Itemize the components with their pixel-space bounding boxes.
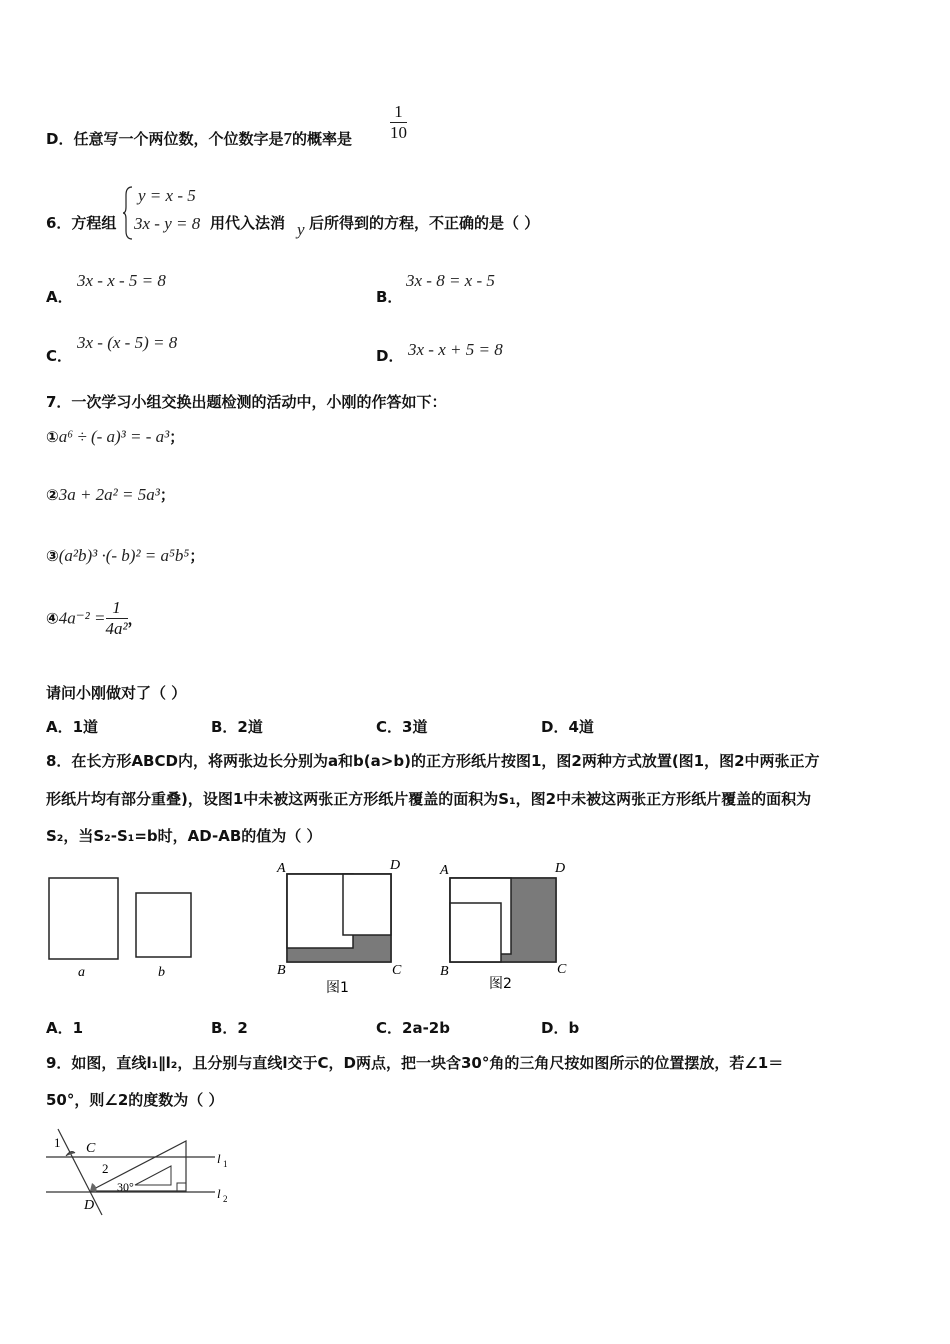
q9-line-1: 9．如图，直线l₁∥l₂，且分别与直线l交于C，D两点，把一块含30°角的三角尺按如图所示的位置摆放，若∠1＝ — [46, 1054, 784, 1072]
fig1-label-A: A — [277, 861, 286, 876]
line-l — [58, 1129, 102, 1215]
q6-eq1: y = x - 5 — [138, 186, 196, 205]
fig2-shade-bottom — [501, 954, 556, 962]
q6-eq2: 3x - y = 8 — [134, 214, 201, 233]
q5-frac-num: 1 — [394, 102, 403, 121]
q7-item-2-num: ② — [46, 486, 59, 504]
q7-question: 请问小刚做对了（ ） — [46, 684, 187, 702]
label-D: D — [84, 1198, 95, 1213]
fig1-label-C: C — [392, 963, 402, 978]
q6-option-c-label[interactable]: C． — [46, 347, 73, 365]
fig2-shade-right — [511, 878, 556, 962]
q5-option-d — [46, 128, 352, 149]
q7-item-3-end: ； — [189, 547, 205, 565]
q7-item-2 — [46, 484, 175, 505]
q5-digit: 7 — [283, 129, 292, 148]
q5-option-d-suffix: 的概率是 — [291, 130, 352, 148]
fig2-label-B: B — [440, 964, 449, 979]
q7-item-2-end: ； — [159, 486, 175, 504]
q7-option-a[interactable]: A．1道 — [46, 718, 99, 736]
q7-item-4-fraction — [106, 598, 128, 639]
q6-option-d-label[interactable]: D． — [376, 347, 404, 365]
fig2-label-D: D — [555, 861, 566, 876]
label-2: 2 — [102, 1161, 109, 1176]
label-a: a — [78, 965, 85, 980]
q8-option-b[interactable]: B．2 — [211, 1019, 248, 1037]
label-1: 1 — [54, 1135, 61, 1150]
q7-item-3-expr: (a²b)³ ·(- b)² = a⁵b⁵ — [58, 546, 190, 565]
q7-option-d[interactable]: D．4道 — [541, 718, 594, 736]
square-b — [136, 893, 191, 957]
q6-option-a-label[interactable]: A． — [46, 288, 73, 306]
square-a — [49, 878, 118, 959]
q9-line-2: 50°，则∠2的度数为（ ） — [46, 1091, 224, 1109]
q6-option-d-expr: 3x - x + 5 = 8 — [408, 340, 503, 359]
label-l2: l — [217, 1186, 221, 1201]
q5-fraction — [390, 102, 407, 143]
q6-brace — [122, 185, 134, 241]
q8-line-2: 形纸片均有部分重叠)，设图1中未被这两张正方形纸片覆盖的面积为S₁，图2中未被这两张正方形纸片覆盖的面积为 — [46, 790, 812, 808]
q7-stem: 7．一次学习小组交换出题检测的活动中，小刚的作答如下： — [46, 393, 447, 411]
q8-option-d[interactable]: D．b — [541, 1019, 580, 1037]
q7-item-1 — [46, 426, 184, 447]
q6-option-b-label[interactable]: B． — [376, 288, 403, 306]
q6-option-c-expr: 3x - (x - 5) = 8 — [77, 333, 178, 352]
fig2-square-b — [450, 903, 501, 962]
q7-item-3 — [46, 545, 204, 566]
label-C: C — [86, 1141, 96, 1156]
label-b: b — [158, 965, 165, 980]
q8-figure — [40, 852, 580, 1002]
q8-option-a[interactable]: A．1 — [46, 1019, 84, 1037]
q5-frac-den: 10 — [390, 123, 407, 142]
fig1-label-B: B — [277, 963, 286, 978]
fig1-square-b — [343, 874, 391, 935]
q7-item-4-end: ， — [127, 610, 143, 628]
q7-item-4-frac-den: 4a² — [105, 619, 128, 638]
q7-item-2-expr: 3a + 2a² = 5a³ — [58, 485, 160, 504]
q7-item-4-expr: 4a⁻² = — [58, 608, 106, 628]
q6-option-a-expr: 3x - x - 5 = 8 — [77, 271, 166, 290]
q8-option-c[interactable]: C．2a-2b — [376, 1019, 450, 1037]
q7-item-4 — [46, 598, 143, 639]
fig1 — [276, 858, 402, 996]
q6-stem-suffix: 后所得到的方程，不正确的是（ ） — [309, 214, 540, 232]
q7-option-b[interactable]: B．2道 — [211, 718, 263, 736]
fig2-caption: 图2 — [489, 976, 512, 992]
q6-stem-mid: 用代入法消 — [210, 214, 286, 232]
q7-item-3-num: ③ — [46, 547, 59, 565]
q7-item-1-num: ① — [46, 428, 59, 446]
label-l1-sub: 1 — [223, 1159, 228, 1169]
angle1-arc — [66, 1152, 75, 1156]
fig2-label-C: C — [557, 962, 567, 977]
q8-line-3: S₂，当S₂-S₁=b时，AD-AB的值为（ ） — [46, 827, 322, 845]
q6-stem-prefix: 6．方程组 — [46, 214, 117, 232]
triangle-inner — [135, 1166, 171, 1185]
q6-option-b-expr: 3x - 8 = x - 5 — [406, 271, 495, 290]
label-30: 30° — [117, 1180, 134, 1194]
fig2 — [439, 861, 567, 992]
q9-figure — [40, 1125, 240, 1220]
fig2-label-A: A — [440, 863, 449, 878]
q7-item-4-num: ④ — [46, 609, 59, 628]
q7-item-4-frac-num: 1 — [112, 598, 121, 617]
angle2-arc — [90, 1183, 97, 1192]
q7-item-1-expr: a⁶ ÷ (- a)³ = - a³ — [58, 427, 170, 446]
q7-option-c[interactable]: C．3道 — [376, 718, 428, 736]
fig1-caption: 图1 — [326, 980, 349, 996]
q8-line-1: 8．在长方形ABCD内，将两张边长分别为a和b(a>b)的正方形纸片按图1，图2两种方式放置(图1，图2中两张正方 — [46, 752, 820, 770]
q7-item-1-end: ； — [169, 428, 185, 446]
label-l1: l — [217, 1151, 221, 1166]
q6-var: y — [297, 220, 305, 239]
right-angle-mark — [177, 1183, 186, 1191]
q5-option-d-text: D．任意写一个两位数，个位数字是 — [46, 130, 284, 148]
fig1-shade-right — [353, 935, 391, 962]
fig1-label-D: D — [390, 858, 401, 873]
label-l2-sub: 2 — [223, 1194, 228, 1204]
